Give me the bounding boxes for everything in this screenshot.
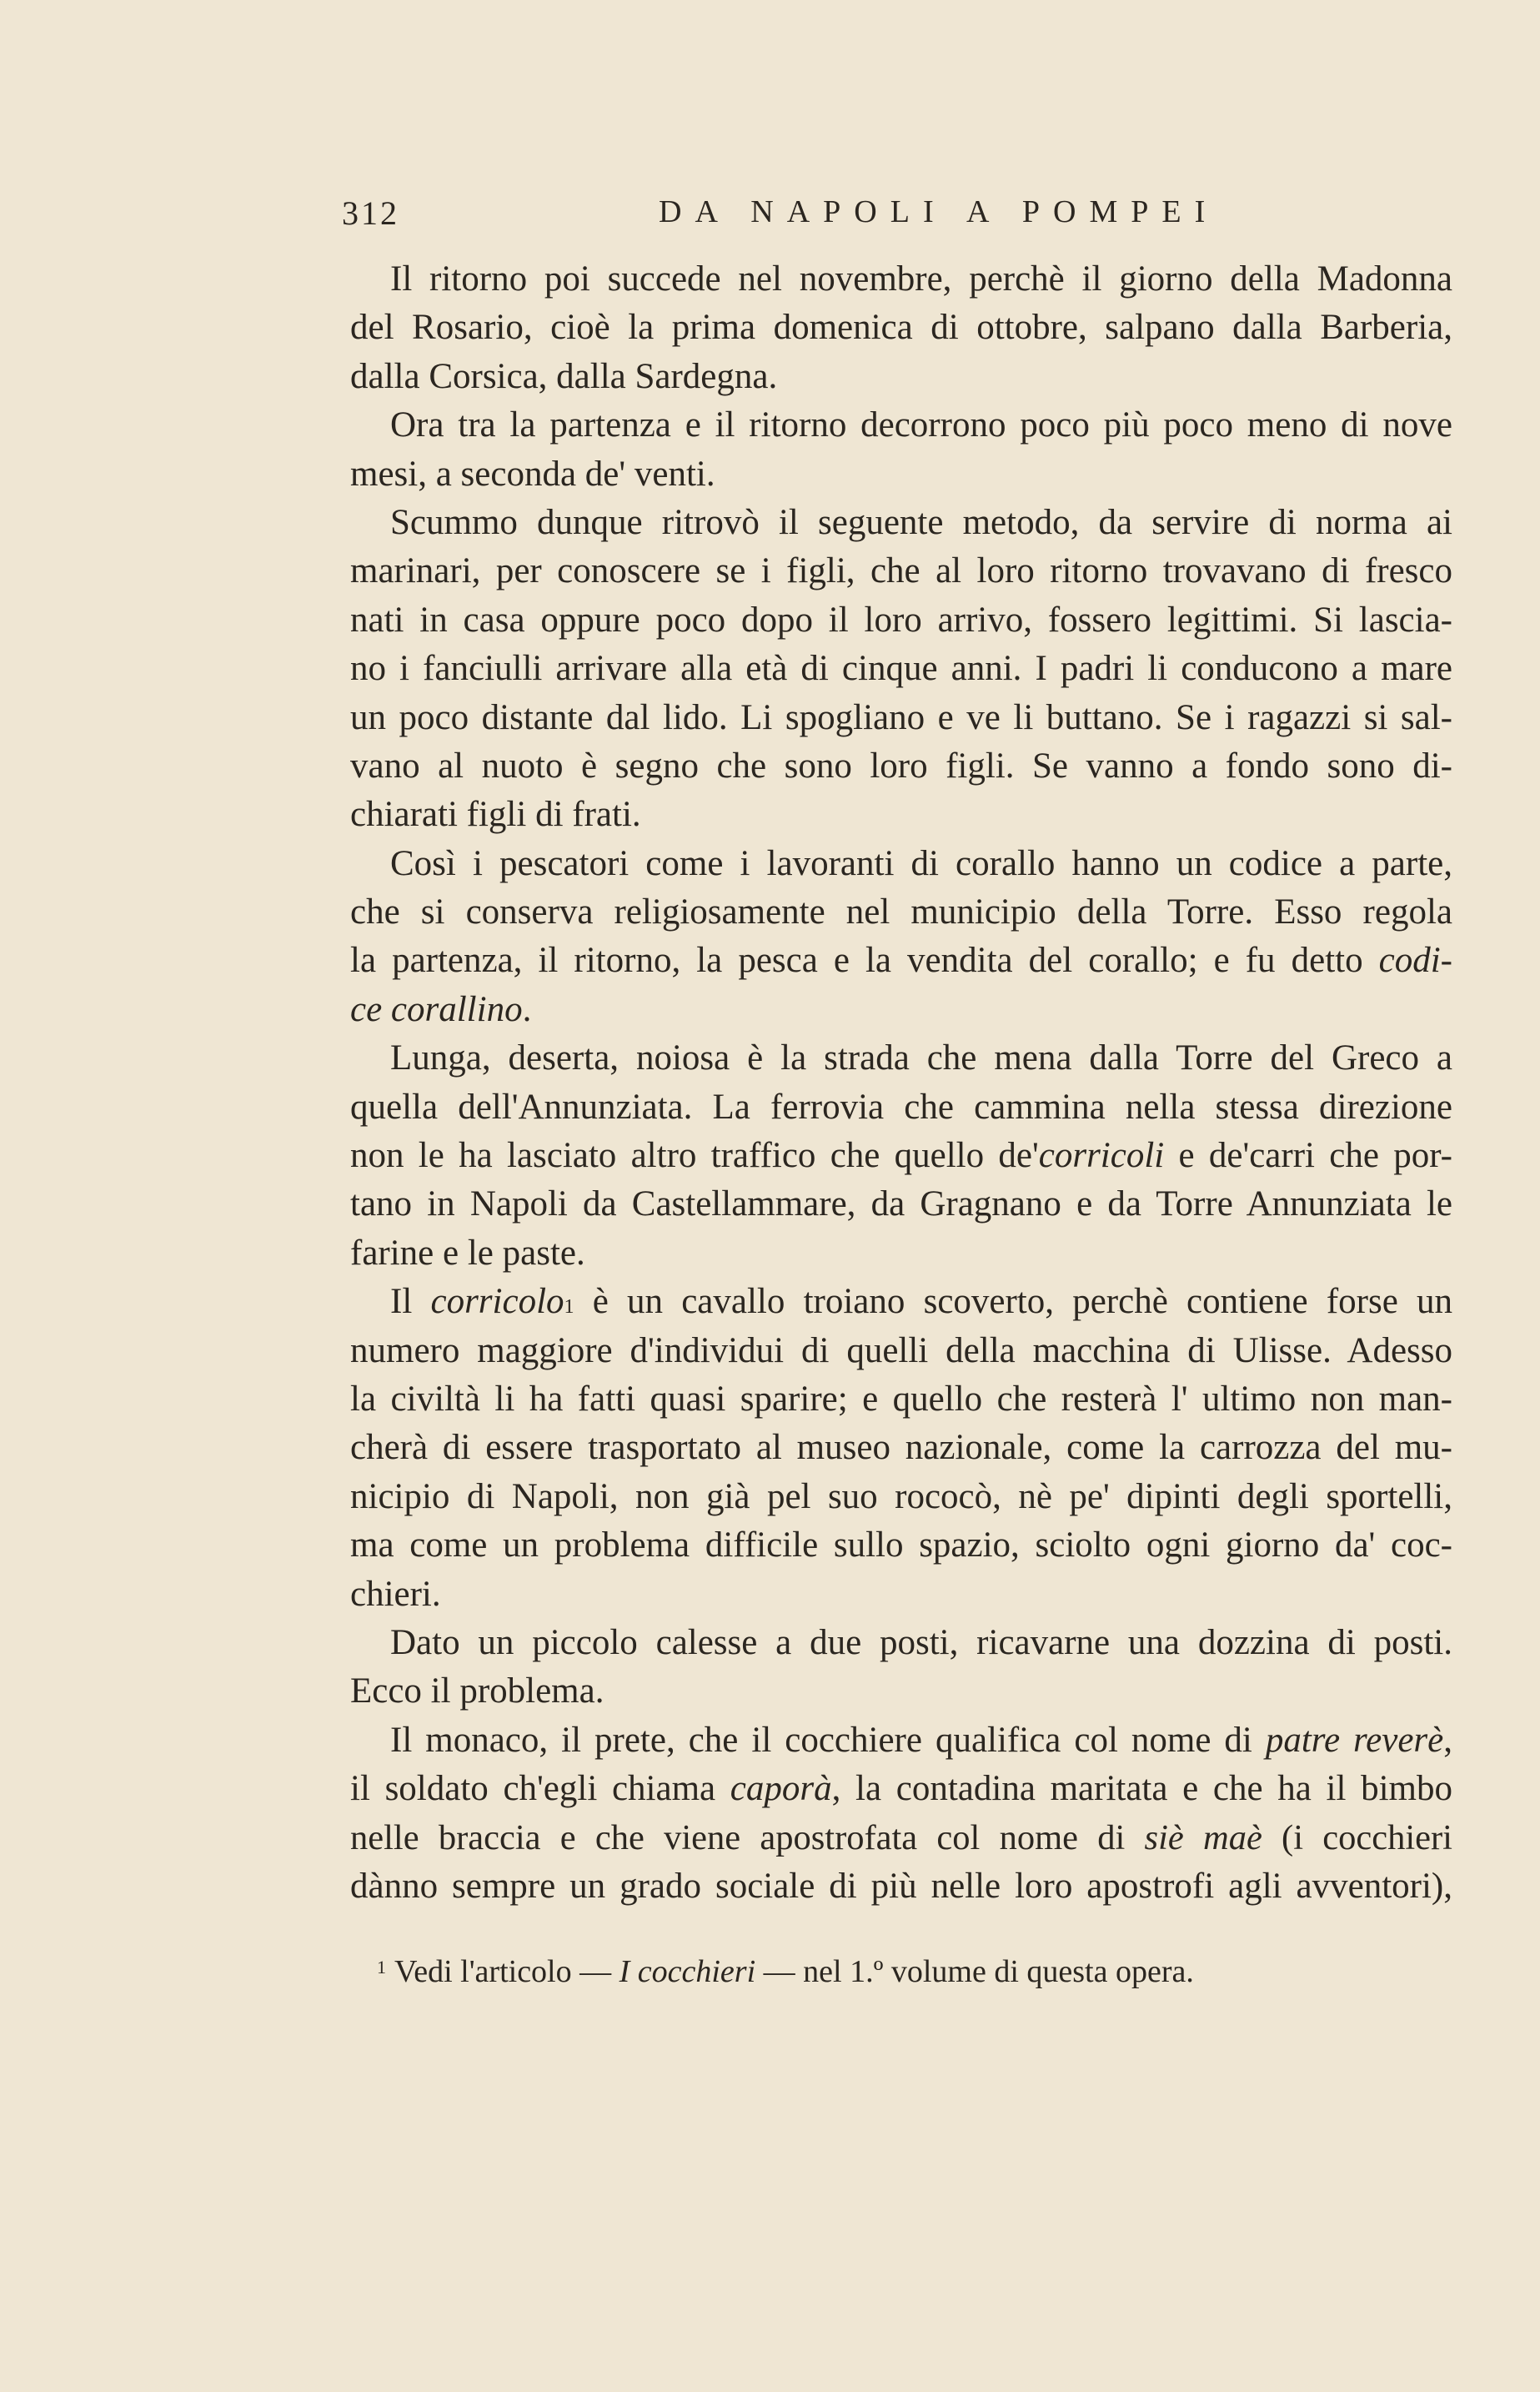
line-italic: corricolo: [430, 1282, 564, 1322]
line-text-after: è un cavallo troiano scoverto, perchè contiene forse un: [574, 1282, 1452, 1322]
text-line: [350, 791, 1452, 839]
text-line: [350, 1765, 1452, 1813]
text-line: [350, 499, 1452, 547]
text-line: [350, 1570, 1452, 1619]
text-line: [350, 596, 1452, 645]
line-text-after: (i cocchieri: [1262, 1817, 1452, 1857]
line-italic: ce corallino: [350, 989, 523, 1029]
line-text: no i fanciulli arrivare alla età di cinque anni. I padri li conducono a mare: [350, 649, 1452, 689]
text-line: [350, 645, 1452, 693]
line-text: quella dell'Annunziata. La ferrovia che cammina nella stessa direzione: [350, 1087, 1452, 1127]
text-line: [350, 1034, 1452, 1083]
line-text: del Rosario, cioè la prima domenica di ottobre, salpano dalla Barberia,: [350, 308, 1452, 348]
line-text: Così i pescatori come i lavoranti di corallo hanno un codice a parte,: [390, 843, 1452, 883]
line-italic: caporà: [730, 1769, 832, 1809]
text-line: [350, 1083, 1452, 1132]
line-text: nati in casa oppure poco dopo il loro arrivo, fossero legittimi. Si lascia-: [350, 600, 1452, 640]
line-text: Il: [390, 1282, 431, 1322]
footnote-text-after: — nel 1.º volume di questa opera.: [755, 1954, 1194, 1989]
line-text: il soldato ch'egli chiama: [350, 1769, 730, 1809]
text-line: [350, 1862, 1452, 1911]
line-italic: corricoli: [1038, 1136, 1165, 1176]
text-line: [350, 547, 1452, 595]
text-line: [350, 937, 1452, 985]
line-text-after: e de'carri che por-: [1164, 1136, 1452, 1176]
line-text: ma come un problema difficile sullo spazio, sciolto ogni giorno da' coc-: [350, 1525, 1452, 1565]
text-line: [350, 1619, 1452, 1667]
text-line: [350, 840, 1452, 888]
text-line: [350, 1327, 1452, 1375]
page-header: [342, 193, 1451, 244]
line-text: farine e le paste.: [350, 1233, 585, 1273]
text-line: [350, 1229, 1452, 1278]
line-text: mesi, a seconda de' venti.: [350, 454, 715, 494]
text-line: [350, 1814, 1452, 1862]
text-line: [350, 1473, 1452, 1521]
footnote-ref: 1: [564, 1296, 574, 1319]
line-text: Dato un piccolo calesse a due posti, ricavarne una dozzina di posti.: [390, 1622, 1452, 1662]
body-text: [350, 255, 1452, 1911]
line-text: Scummo dunque ritrovò il seguente metodo, da servire di norma ai: [390, 502, 1452, 542]
line-italic: patre reverè: [1265, 1720, 1444, 1760]
line-text: Il monaco, il prete, che il cocchiere qualifica col nome di: [390, 1720, 1266, 1760]
line-text: nicipio di Napoli, non già pel suo rococò, nè pe' dipinti degli sportelli,: [350, 1476, 1452, 1516]
line-text: chiarati figli di frati.: [350, 795, 641, 835]
line-text: che si conserva religiosamente nel municipio della Torre. Esso regola: [350, 892, 1452, 932]
line-text: chieri.: [350, 1574, 441, 1614]
text-line: [350, 1278, 1452, 1326]
page-number: 312: [342, 194, 399, 232]
text-line: [350, 1521, 1452, 1570]
text-line: [350, 1180, 1452, 1229]
text-line: [350, 450, 1452, 499]
text-line: [350, 353, 1452, 401]
footnote-marker: 1: [377, 1957, 386, 1977]
text-line: [350, 255, 1452, 304]
text-line: [350, 401, 1452, 450]
running-head: DA NAPOLI A POMPEI: [659, 194, 1219, 229]
line-text: Il ritorno poi succede nel novembre, perchè il giorno della Madonna: [390, 259, 1452, 299]
line-text: Ecco il problema.: [350, 1671, 604, 1711]
line-text: nelle braccia e che viene apostrofata col nome di: [350, 1817, 1145, 1857]
line-text: non le ha lasciato altro traffico che quello de': [350, 1136, 1039, 1176]
line-text: vano al nuoto è segno che sono loro figli. Se vanno a fondo sono di-: [350, 746, 1452, 786]
text-line: [350, 694, 1452, 742]
text-line: [350, 742, 1452, 791]
line-text: cherà di essere trasportato al museo nazionale, come la carrozza del mu-: [350, 1428, 1452, 1468]
text-line: [350, 1716, 1452, 1765]
line-text: marinari, per conoscere se i figli, che al loro ritorno trovavano di fresco: [350, 551, 1452, 591]
text-line: [350, 1132, 1452, 1180]
text-line: [350, 1667, 1452, 1716]
line-text: la civiltà li ha fatti quasi sparire; e quello che resterà l' ultimo non man-: [350, 1379, 1452, 1419]
line-italic: siè maè: [1144, 1817, 1262, 1857]
line-text-after: ,: [1443, 1720, 1452, 1760]
footnote-text-before: Vedi l'articolo —: [394, 1954, 620, 1989]
line-text: Lunga, deserta, noiosa è la strada che mena dalla Torre del Greco a: [390, 1038, 1452, 1078]
line-text-after: .: [522, 989, 532, 1029]
line-italic: codi-: [1378, 941, 1452, 981]
line-text: tano in Napoli da Castellammare, da Gragnano e da Torre Annunziata le: [350, 1184, 1452, 1224]
line-text: dànno sempre un grado sociale di più nelle loro apostrofi agli avventori),: [350, 1866, 1452, 1906]
text-line: [350, 304, 1452, 352]
line-text: Ora tra la partenza e il ritorno decorrono poco più poco meno di nove: [390, 405, 1452, 445]
text-line: [350, 1375, 1452, 1424]
line-text: un poco distante dal lido. Li spogliano e ve li buttano. Se i ragazzi si sal-: [350, 697, 1452, 737]
text-line: [350, 1424, 1452, 1472]
line-text: dalla Corsica, dalla Sardegna.: [350, 356, 778, 396]
footnote-italic: I cocchieri: [619, 1954, 756, 1989]
text-line: [350, 888, 1452, 937]
text-line: [350, 986, 1452, 1034]
line-text: numero maggiore d'individui di quelli della macchina di Ulisse. Adesso: [350, 1330, 1452, 1370]
line-text: la partenza, il ritorno, la pesca e la vendita del corallo; e fu detto: [350, 941, 1379, 981]
line-text-after: , la contadina maritata e che ha il bimbo: [831, 1769, 1452, 1809]
footnote: [377, 1953, 1461, 1990]
